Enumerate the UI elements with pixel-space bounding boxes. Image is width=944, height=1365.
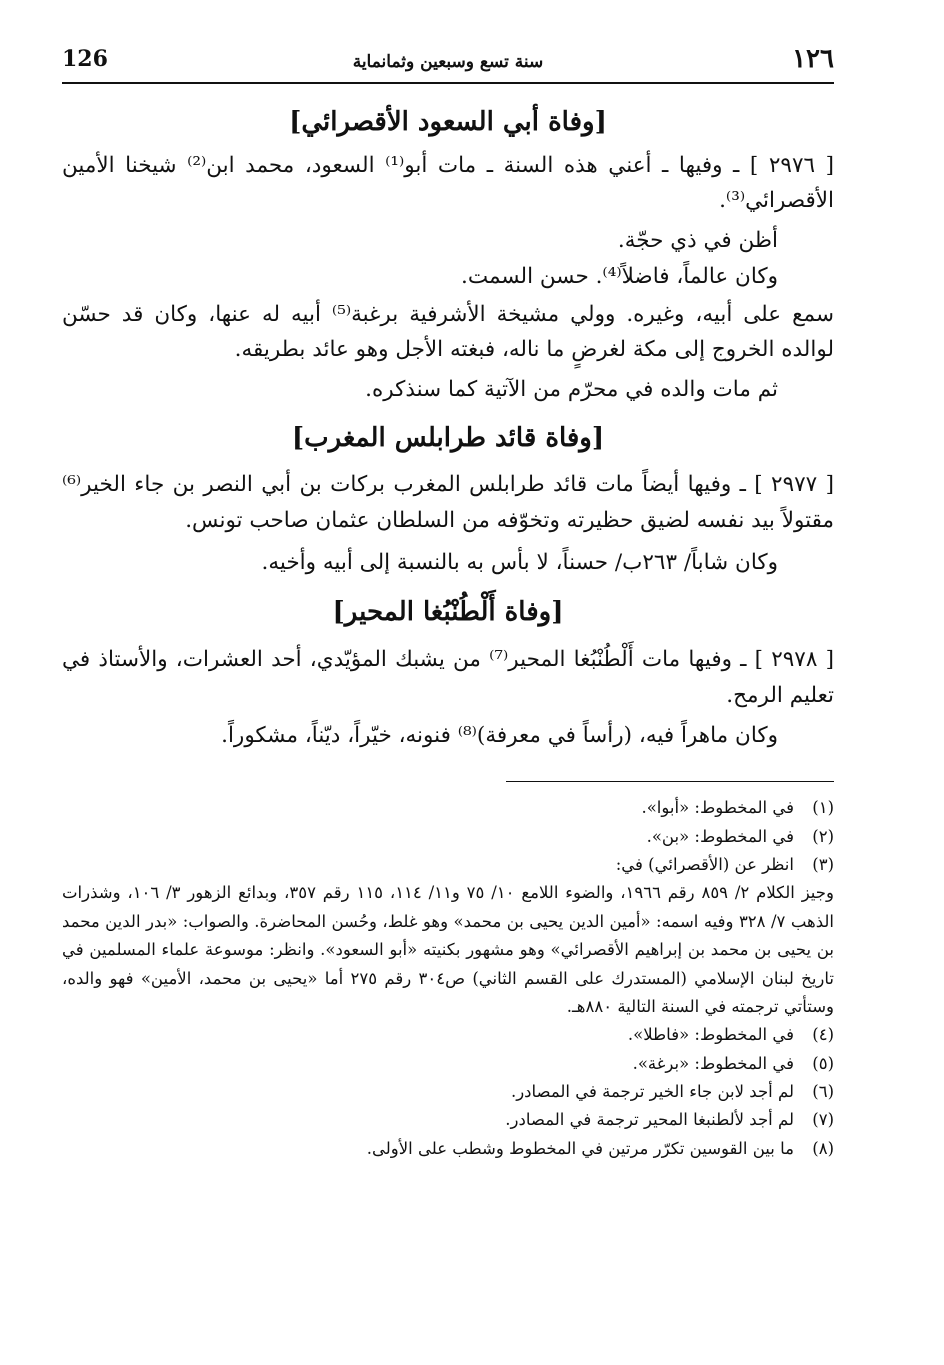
section-title: [وفاة قائد طرابلس المغرب] — [291, 422, 605, 453]
footnote-continuation: وجيز الكلام ٢/ ٨٥٩ رقم ١٩٦٦، والضوء اللامع ١٠/ ٧٥ و١١/ ١١٤، ١١٥ رقم ٣٥٧، وبدائع الزهور ٣/ ١٠٦، وشذرات الذهب ٧/ ٣٢٨ وفيه اسمه: «أمين الدين يحيى بن محمد» وهو غلط، وحُسن المحاضرة. والصواب: «بدر الدين محمد بن يحيى بن محمد بن إبراهيم الأقصرائي» وهو مشهور بكنيته «أبو السعود». وانظر: موسوعة علماء المسلمين في تاريخ لبنان الإسلامي (المستدرك على القسم الثاني) ص٣٠٤ رقم ٢٧٥ أما «يحيى بن محمد، الأمين» فهو والده، وستأتي ترجمته في السنة التالية ٨٨٠هـ. — [62, 883, 835, 1016]
footnote-number: (٥) — [812, 1053, 834, 1073]
footnote-text: في المخطوط: «أبوا». — [641, 798, 794, 818]
footnote — [62, 1135, 834, 1163]
paragraph: ثم مات والده في محرّم من الآتية كما سنذكره. — [365, 376, 778, 402]
page-number-latin: 126 — [62, 46, 108, 72]
page-number-arabic: ١٢٦ — [792, 44, 834, 74]
footnotes — [62, 794, 834, 1163]
footnote — [62, 823, 834, 851]
footnote-text: انظر عن (الأقصرائي) في: — [615, 855, 794, 875]
entry-paragraph: [ ٢٩٧٧ ] ـ وفيها أيضاً مات قائد طرابلس المغرب بركات بن أبي النصر بن جاء الخير⁽⁶⁾ مقتولاً بيد نفسه لضيق حظيرته وتخوّفه من السلطان عثمان صاحب تونس. — [62, 472, 834, 534]
footnote-text: لم أجد لألطنبغا المحير ترجمة في المصادر. — [505, 1110, 794, 1130]
entry-paragraph: [ ٢٩٧٨ ] ـ وفيها مات أَلْطُنْبُغا المحير⁽⁷⁾ من يشبك المؤيّدي، أحد العشرات، والأستاذ في تعليم الرمح. — [62, 647, 834, 708]
footnote — [62, 1050, 834, 1078]
paragraph: وكان ماهراً فيه، (رأساً في معرفة)⁽⁸⁾ فنونه، خيّراً، ديّناً، مشكوراً. — [221, 722, 778, 748]
footnote-text: لم أجد لابن جاء الخير ترجمة في المصادر. — [510, 1082, 794, 1102]
paragraph: وكان عالماً، فاضلاً⁽⁴⁾. حسن السمت. — [461, 263, 778, 289]
section-title: [وفاة أبي السعود الأقصرائي] — [289, 107, 607, 137]
footnote-number: (٨) — [812, 1138, 834, 1158]
running-title: سنة تسع وسبعين وثمانماية — [352, 52, 544, 72]
footnote-text: في المخطوط: «بن». — [646, 826, 794, 846]
entry-paragraph: [ ٢٩٧٦ ] ـ وفيها ـ أعني هذه السنة ـ مات أبو⁽¹⁾ السعود، محمد ابن⁽²⁾ شيخنا الأمين الأقصرائي⁽³⁾. — [62, 152, 834, 214]
footnote — [62, 1106, 834, 1134]
footnote-number: (٣) — [812, 855, 834, 875]
page — [62, 40, 834, 1163]
paragraph: وكان شاباً/ ٢٦٣ب/ حسناً، لا بأس به بالنسبة إلى أبيه وأخيه. — [261, 549, 778, 575]
footnote-number: (٢) — [812, 826, 834, 846]
footnote-divider — [506, 781, 834, 782]
footnote — [62, 851, 834, 879]
footnote-number: (٧) — [812, 1110, 834, 1130]
paragraph: أظن في ذي حجّة. — [617, 228, 778, 254]
footnote — [62, 1078, 834, 1106]
footnote-number: (٦) — [812, 1082, 834, 1102]
section-title: [وفاة أَلْطُنْبُغا المحير] — [332, 597, 564, 628]
footnote — [62, 794, 834, 822]
footnote — [62, 1021, 834, 1049]
page-header — [62, 40, 834, 84]
footnote-text: في المخطوط: «برغة». — [632, 1053, 794, 1073]
footnote-text: ما بين القوسين تكرّر مرتين في المخطوط وشطب على الأولى. — [366, 1138, 794, 1158]
footnote-text: في المخطوط: «فاطلا». — [627, 1025, 794, 1045]
paragraph: سمع على أبيه، وغيره. وولي مشيخة الأشرفية برغبة⁽⁵⁾ أبيه له عنها، وكان قد حسّن لوالده الخروج إلى مكة لغرضٍ ما ناله، فبغته الأجل وهو عائد بطريقه. — [62, 301, 834, 363]
footnote-number: (٤) — [812, 1025, 834, 1045]
footnote-number: (١) — [812, 798, 834, 818]
